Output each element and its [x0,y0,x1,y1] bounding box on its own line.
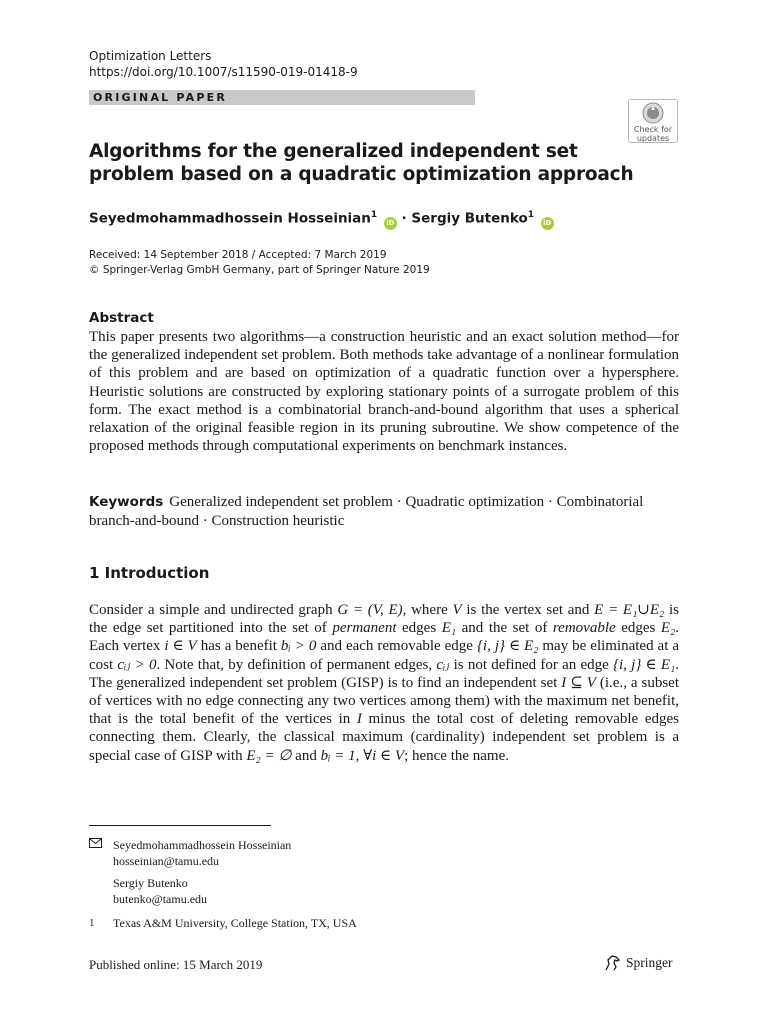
math-run: E = E₁∪E₂ [594,602,665,618]
paper-title: Algorithms for the generalized independent set problem based on a quadratic optimization approach [89,141,634,185]
orcid-icon[interactable]: iD [384,217,397,230]
text-run: may be eliminated at a cost [89,638,680,673]
affiliation-footnote [89,915,649,931]
orcid-icon[interactable]: iD [541,217,554,230]
math-run: {i, j} ∈ E₂ [476,638,539,655]
math-run: G = (V, E) [337,602,403,618]
text-run: Consider a simple and undirected graph [89,602,338,618]
affiliation-text: Texas A&M University, College Station, TX, USA [113,916,357,930]
math-run: E₂ [660,620,676,637]
author-separator: · [401,210,407,227]
check-updates-icon [642,102,664,124]
check-updates-line2: updates [636,134,670,143]
math-run: cᵢⱼ [436,656,450,673]
text-run: ; hence the name. [404,747,510,764]
journal-name: Optimization Letters [89,49,212,63]
intro-paragraph [89,601,679,765]
text-run: minus the total cost of deleting removable edges connecting them. Clearly, the classical maximum (cardinality) independent set problem is a special case of GISP with [89,711,679,764]
author-name: Seyedmohammadhossein Hosseinian [89,210,371,227]
math-run: bᵢ = 1, ∀i ∈ V [320,747,405,764]
text-run: is the vertex set and [461,602,595,618]
published-online: Published online: 15 March 2019 [89,957,263,972]
author-name: Sergiy Butenko [411,210,528,227]
text-run: , where [402,602,453,618]
keywords-label: Keywords [89,494,164,510]
author-list [89,210,554,230]
math-run: i ∈ V [164,638,197,655]
text-run: is the edge set partitioned into the set of [89,602,679,637]
math-run: I [356,711,362,728]
text-run: and [291,747,321,764]
text-run: and the set of [456,620,553,637]
text-run: . Note that, by definition of permanent edges, [156,656,437,673]
abstract-heading: Abstract [89,310,154,326]
copyright-notice: © Springer-Verlag GmbH Germany, part of Springer Nature 2019 [89,264,430,276]
section-heading: 1 Introduction [89,564,210,582]
article-type-banner: ORIGINAL PAPER [89,90,475,105]
springer-horse-icon [604,955,622,971]
envelope-icon [89,837,113,869]
author1-name: Seyedmohammadhossein Hosseinian [113,838,292,852]
keywords [89,493,679,530]
footnote-divider [89,825,271,826]
math-run: bᵢ > 0 [280,638,317,655]
publication-history [89,248,430,278]
text-run: is not defined for an edge [449,656,614,673]
emphasis-run: removable [552,620,616,637]
coauthor [89,875,649,907]
emphasis-run: permanent [332,620,397,637]
text-run: has a benefit [196,638,281,655]
math-run: {i, j} ∈ E₁ [613,656,676,673]
footnotes [89,837,649,931]
affiliation-marker: 1 [527,210,535,220]
math-run: I ⊆ V [561,674,596,691]
text-run: and each removable edge [316,638,477,655]
math-run: E₂ = ∅ [246,747,292,764]
publisher-logo [604,955,673,971]
spacer [89,875,113,907]
text-run: edges [615,620,661,637]
affiliation-marker: 1 [370,210,378,220]
corresponding-author [89,837,649,869]
text-run: edges [396,620,442,637]
affiliation-number: 1 [89,917,95,929]
text-run: . Each vertex [89,620,680,655]
math-run: cᵢⱼ > 0 [117,656,157,673]
doi-link[interactable]: https://doi.org/10.1007/s11590-019-01418-9 [89,65,358,79]
publisher-name: Springer [626,955,673,970]
text-run: (i.e., a subset of vertices with no edge connecting any two vertices among them) with the maximum net benefit, that is the total benefit of the vertices in [89,674,680,728]
journal-header [89,48,358,80]
keywords-text: Generalized independent set problem · Quadratic optimization · Combinatorial branch-and-bound · Construction heuristic [89,494,644,529]
author2-name: Sergiy Butenko [113,876,188,890]
check-for-updates-badge[interactable] [628,99,678,143]
received-accepted-dates: Received: 14 September 2018 / Accepted: 7 March 2019 [89,249,387,261]
text-run: . The generalized independent set problem (GISP) is to find an independent set [89,656,679,691]
check-updates-line1: Check for [633,125,673,134]
author1-email[interactable]: hosseinian@tamu.edu [113,854,220,868]
author2-email[interactable]: butenko@tamu.edu [113,892,208,906]
abstract-text: This paper presents two algorithms—a construction heuristic and an exact solution method—for the generalized independent set problem. Both methods take advantage of a nonlinear formulation of this problem and are based on optimization of a quadratic function over a hypersphere. Heuristic solutions are constructed by exploring stationary points of a surrogate problem of this form. The exact method is a combinatorial branch-and-bound algorithm that uses a spherical relaxation of the original feasible region in its pruning subroutine. We show competence of the proposed methods through computational experiments on benchmark instances. [89,329,679,455]
math-run: E₁ [441,620,457,637]
math-run: V [452,602,462,618]
